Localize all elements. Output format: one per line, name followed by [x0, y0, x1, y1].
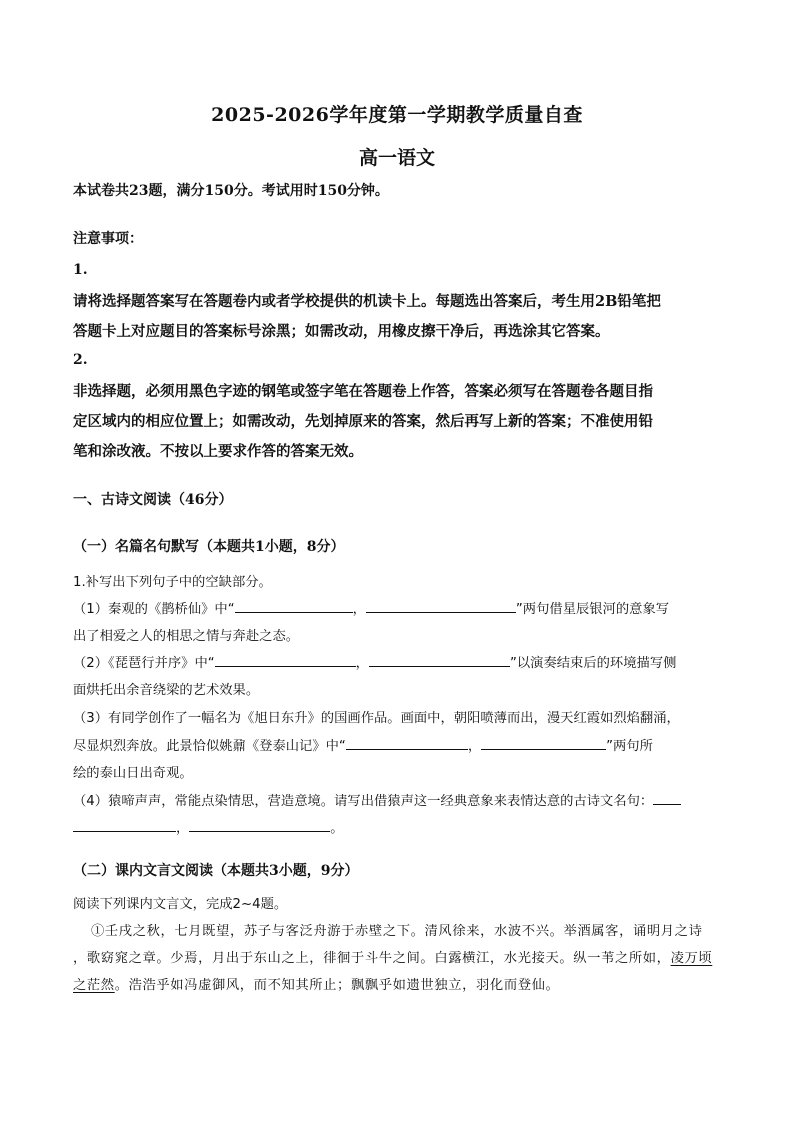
answer-blank[interactable] — [369, 652, 510, 667]
answer-blank[interactable] — [215, 652, 356, 667]
answer-blank[interactable] — [366, 598, 516, 613]
question-1-3-line-3: 绘的泰山日出奇观。 — [73, 766, 193, 781]
answer-blank[interactable] — [235, 598, 353, 613]
classical-text-line-1: ①壬戌之秋，七月既望，苏子与客泛舟游于赤壁之下。清风徐来，水波不兴。举酒属客，诵明月之诗 — [91, 924, 703, 939]
answer-blank[interactable] — [481, 735, 606, 750]
question-1-2-line-1 — [73, 652, 676, 671]
part-2-intro: 阅读下列课内文言文，完成2~4题。 — [73, 897, 288, 912]
part-2-heading: （二）课内文言文阅读（本题共3小题，9分） — [73, 863, 359, 879]
answer-blank[interactable] — [189, 817, 330, 832]
q1-2-comma: ， — [355, 656, 369, 671]
note-2-line-1: 非选择题，必须用黑色字迹的钢笔或签字笔在答题卷上作答，答案必须写在答题卷各题目指 — [73, 383, 653, 400]
answer-blank[interactable] — [346, 735, 468, 750]
classical-text-line-3 — [73, 974, 559, 993]
answer-blank[interactable] — [73, 817, 176, 832]
part-1-heading: （一）名篇名句默写（本题共1小题，8分） — [73, 539, 345, 555]
underlined-phrase: 凌万顷 — [670, 951, 713, 966]
section-1-heading: 一、古诗文阅读（46分） — [73, 492, 233, 508]
exam-title: 2025-2026学年度第一学期教学质量自查 — [211, 104, 583, 126]
exam-subject: 高一语文 — [358, 147, 435, 169]
q1-1-comma: ， — [352, 602, 366, 617]
q1-3-suffix: ”两句所 — [606, 739, 653, 754]
question-1-3-line-1: （3）有同学创作了一幅名为《旭日东升》的国画作品。画面中，朝阳喷薄而出，漫天红霞如烈焰翻涌， — [73, 711, 680, 726]
question-1-stem: 1.补写出下列句子中的空缺部分。 — [73, 575, 272, 590]
exam-intro: 本试卷共23题，满分150分。考试用时150分钟。 — [73, 183, 389, 199]
text-line-3-main: 。浩浩乎如冯虚御风，而不知其所止；飘飘乎如遗世独立，羽化而登仙。 — [114, 978, 560, 993]
note-2-line-3: 笔和涂改液。不按以上要求作答的答案无效。 — [73, 443, 363, 460]
note-2-number: 2. — [73, 352, 88, 368]
q1-2-prefix: （2）《琵琶行并序》中“ — [73, 656, 215, 671]
q1-4-prompt: （4）猿啼声声，常能点染情思，营造意境。请写出借猿声这一经典意象来表情达意的古诗文名句： — [73, 794, 654, 809]
note-2-line-2: 定区域内的相应位置上；如需改动，先划掉原来的答案，然后再写上新的答案；不准使用铅 — [73, 413, 653, 430]
q1-4-period: 。 — [330, 821, 344, 836]
notes-heading: 注意事项： — [73, 231, 143, 247]
classical-text-line-2 — [73, 947, 712, 966]
note-1-number: 1. — [73, 262, 88, 278]
q1-3-prefix: 尽显炽烈奔放。此景恰似姚鼐《登泰山记》中“ — [73, 739, 346, 754]
q1-1-suffix: ”两句借星辰银河的意象写 — [515, 602, 670, 617]
question-1-1-line-1 — [73, 598, 669, 617]
q1-4-comma: ， — [176, 821, 190, 836]
q1-1-prefix: （1）秦观的《鹊桥仙》中“ — [73, 602, 235, 617]
q1-3-comma: ， — [467, 739, 482, 754]
note-1-line-1: 请将选择题答案写在答题卷内或者学校提供的机读卡上。每题选出答案后，考生用2B铅笔把 — [73, 293, 661, 310]
text-line-2-main: ，歌窈窕之章。少焉，月出于东山之上，徘徊于斗牛之间。白露横江，水光接天。纵一苇之所如， — [73, 951, 671, 966]
question-1-1-line-2: 出了相爱之人的相思之情与奔赴之态。 — [73, 629, 300, 644]
question-1-4-line-2 — [73, 817, 344, 836]
underlined-phrase: 之茫然 — [73, 978, 115, 993]
question-1-4-line-1 — [73, 790, 681, 809]
note-1-line-2: 答题卡上对应题目的答案标号涂黑；如需改动，用橡皮擦干净后，再选涂其它答案。 — [73, 323, 610, 340]
answer-blank[interactable] — [653, 790, 681, 805]
q1-2-suffix: ”以演奏结束后的环境描写侧 — [509, 656, 677, 671]
question-1-2-line-2: 面烘托出余音绕梁的艺术效果。 — [73, 683, 260, 698]
question-1-3-line-2 — [73, 735, 653, 754]
